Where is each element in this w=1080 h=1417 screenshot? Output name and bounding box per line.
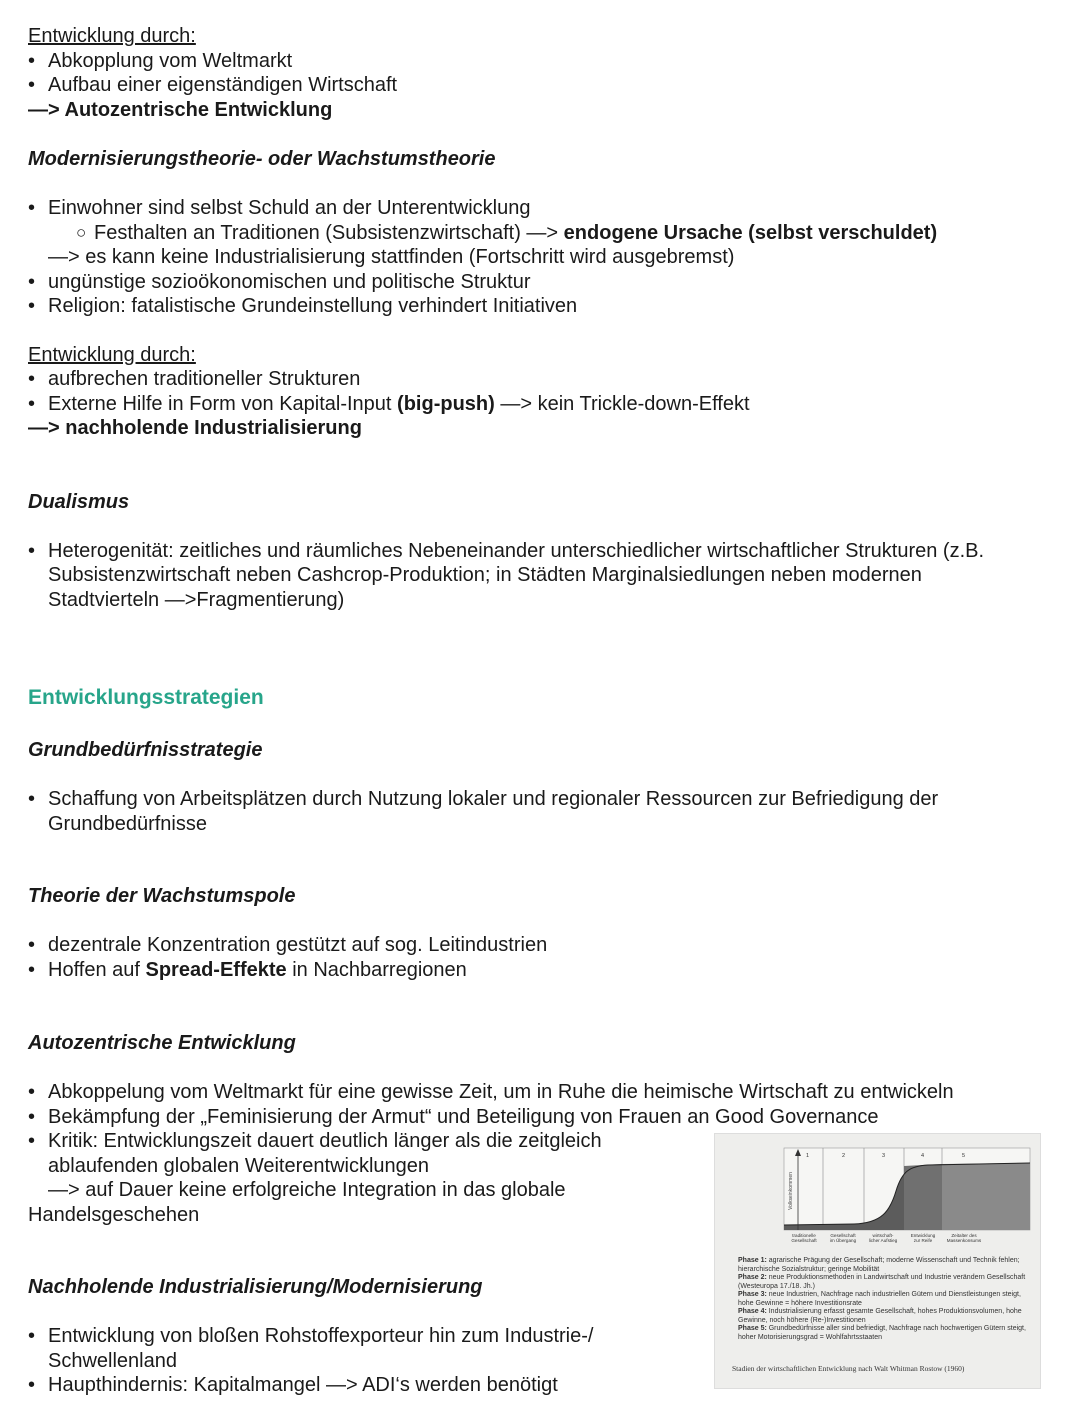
list-item: • Religion: fatalistische Grundeinstellung verhindert Initiativen xyxy=(28,294,1058,319)
sub-list-item xyxy=(28,221,1058,246)
section-title-strategien: Entwicklungsstrategien xyxy=(28,686,264,709)
rostow-figure xyxy=(714,1133,1041,1389)
phase-label: Phase 3: xyxy=(738,1291,767,1298)
section-title-auto: Autozentrische Entwicklung xyxy=(28,1032,296,1054)
stage-label: wirtschaft- xyxy=(872,1233,894,1238)
result-line: —> Autozentrische Entwicklung xyxy=(28,98,333,121)
phase-4-area xyxy=(904,1164,942,1230)
phase-descriptions xyxy=(738,1257,1038,1342)
bold-text: (big-push) xyxy=(397,392,495,415)
text-line: • Entwicklung von bloßen Rohstoffexporteur hin zum Industrie-/ xyxy=(48,1325,594,1347)
phase-number: 4 xyxy=(921,1153,925,1159)
phase-number: 3 xyxy=(882,1153,886,1159)
result-line: —> nachholende Industrialisierung xyxy=(28,417,362,439)
text-line: • Heterogenität: zeitliches und räumliches Nebeneinander unterschiedlicher wirtschaftlicher Strukturen (z.B. xyxy=(48,539,985,562)
stage-label: Gesellschaft xyxy=(791,1238,817,1243)
stage-label: zur Reife xyxy=(913,1238,933,1243)
list-item: • Einwohner sind selbst Schuld an der Unterentwicklung xyxy=(28,196,1058,221)
phase-item xyxy=(738,1308,1038,1325)
list-item: • ungünstige sozioökonomischen und politische Struktur xyxy=(28,270,1058,295)
phase-text: neue Industrien, Nachfrage nach industriellen Gütern und Dienstleistungen steigt, hohe Gewinne = höhere Investitionsrate xyxy=(738,1291,1021,1307)
list-item xyxy=(28,392,1058,417)
stage-label: Massenkonsums xyxy=(946,1238,982,1243)
text-line: Schwellenland xyxy=(48,1349,177,1372)
section-heading-entwicklung: Entwicklung durch: xyxy=(28,343,196,366)
section-heading-entwicklung: Entwicklung durch: xyxy=(28,25,196,47)
text-line: Stadtvierteln —>Fragmentierung) xyxy=(48,588,345,611)
list-item: • aufbrechen traditioneller Strukturen xyxy=(28,367,1058,392)
phase-number: 2 xyxy=(842,1153,846,1159)
phase-item xyxy=(738,1257,1038,1274)
phase-text: Grundbedürfnisse aller sind befriedigt, Nachfrage nach hochwertigen Gütern steigt, hoher Motorisierungsgrad = Wohlfahrtsstaaten xyxy=(738,1325,1026,1341)
text-line: Subsistenzwirtschaft neben Cashcrop-Produktion; in Städten Marginalsiedlungen neben modernen xyxy=(48,564,922,586)
stage-label: Gesellschaft xyxy=(830,1233,856,1238)
section-title-dualismus: Dualismus xyxy=(28,490,130,513)
bold-text: Spread-Effekte xyxy=(145,958,287,981)
phase-label: Phase 1: xyxy=(738,1257,767,1264)
phase-text: agrarische Prägung der Gesellschaft; moderne Wissenschaft und Technik fehlen; hierarchische Sozialstruktur; geringe Mobilität xyxy=(738,1257,1020,1273)
list-item: • Abkoppelung vom Weltmarkt für eine gewisse Zeit, um in Ruhe die heimische Wirtschaft zu entwickeln xyxy=(28,1080,1058,1105)
figure-caption: Stadien der wirtschaftlichen Entwicklung nach Walt Whitman Rostow (1960) xyxy=(732,1364,965,1373)
phase-item xyxy=(738,1325,1038,1342)
phase-item xyxy=(738,1274,1038,1291)
text: in Nachbarregionen xyxy=(286,958,467,981)
list-item: • Aufbau einer eigenständigen Wirtschaft xyxy=(28,73,1058,98)
rostow-chart xyxy=(714,1133,1041,1258)
y-axis-label: Volkseinkommen xyxy=(788,1172,794,1210)
text-line: ablaufenden globalen Weiterentwicklungen xyxy=(48,1154,430,1177)
phase-number: 1 xyxy=(806,1153,810,1159)
phase-number: 5 xyxy=(962,1153,966,1159)
stage-label: Entwicklung xyxy=(910,1233,936,1238)
text-line: • Schaffung von Arbeitsplätzen durch Nutzung lokaler und regionaler Ressourcen zur Befriedigung der xyxy=(48,788,939,810)
list-item: • dezentrale Konzentration gestützt auf sog. Leitindustrien xyxy=(28,933,1058,958)
phase-text: neue Produktionsmethoden in Landwirtschaft und Industrie verändern Gesellschaft (Westeuropa 17./18. Jh.) xyxy=(738,1274,1026,1290)
arrow-line: —> es kann keine Industrialisierung stattfinden (Fortschritt wird ausgebremst) xyxy=(48,246,735,268)
list-item: • Abkopplung vom Weltmarkt xyxy=(28,49,1058,74)
sub-item-text: Festhalten an Traditionen (Subsistenzwirtschaft) —> xyxy=(94,221,564,244)
stage-label: im Übergang xyxy=(829,1238,857,1243)
text: Externe Hilfe in Form von Kapital-Input xyxy=(48,392,398,415)
phase-item xyxy=(738,1291,1038,1308)
text: Hoffen auf xyxy=(48,958,146,981)
phase-label: Phase 4: xyxy=(738,1308,767,1315)
list-item: • Bekämpfung der „Feminisierung der Armut“ und Beteiligung von Frauen an Good Governance xyxy=(28,1105,1058,1130)
list-item: • Haupthindernis: Kapitalmangel —> ADI‘s werden benötigt xyxy=(28,1373,1058,1398)
section-title-grund: Grundbedürfnisstrategie xyxy=(28,739,263,761)
arrow-line: —> auf Dauer keine erfolgreiche Integration in das globale xyxy=(48,1179,566,1201)
stage-label: traditionelle xyxy=(792,1233,816,1238)
list-item xyxy=(28,539,1058,613)
section-title-pole: Theorie der Wachstumspole xyxy=(28,885,296,907)
text-line: • Kritik: Entwicklungszeit dauert deutlich länger als die zeitgleich xyxy=(48,1130,602,1152)
list-item xyxy=(28,958,1058,983)
stage-label: Zeitalter des xyxy=(951,1233,977,1238)
stage-label: licher Aufstieg xyxy=(868,1238,898,1243)
phase-label: Phase 5: xyxy=(738,1325,767,1332)
text: —> kein Trickle-down-Effekt xyxy=(494,392,750,415)
section-title-modernisierung: Modernisierungstheorie- oder Wachstumstheorie xyxy=(28,148,496,170)
phase-text: Industrialisierung erfasst gesamte Gesellschaft, hohes Produktionsvolumen, hohe Gewinne, noch höhere (Re-)Investitionen xyxy=(738,1308,1022,1324)
phase-label: Phase 2: xyxy=(738,1274,767,1281)
section-title-nach: Nachholende Industrialisierung/Modernisierung xyxy=(28,1276,483,1298)
sub-item-bold: endogene Ursache (selbst verschuldet) xyxy=(563,221,938,244)
phase-5-area xyxy=(942,1163,1030,1230)
list-item xyxy=(28,787,1058,836)
text-line: Handelsgeschehen xyxy=(28,1203,200,1226)
text-line: Grundbedürfnisse xyxy=(48,812,207,835)
